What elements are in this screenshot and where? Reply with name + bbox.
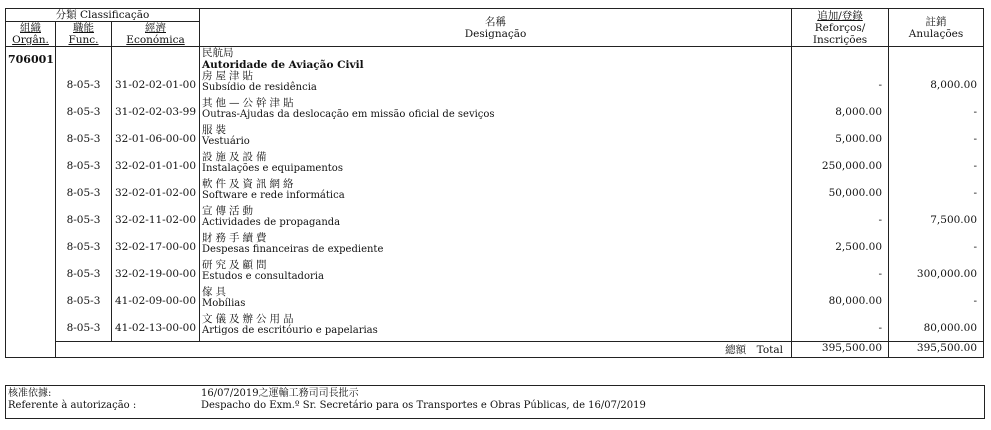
econ-header-pt: Económica [126,34,185,46]
budget-table-container [5,8,983,358]
budget-table [5,8,984,358]
item-name-zh: 研究及顧問 [202,259,270,271]
reforcos-value: 2,500.00 [792,233,889,260]
authorization-footer [5,385,985,419]
anulacoes-value: - [889,287,984,314]
reforcos-header-pt: Reforços/ Inscrições [812,21,868,46]
item-name-pt: Instalações e equipamentos [202,163,343,174]
reforcos-header-zh: 追加/登錄 [817,9,863,22]
item-name-zh: 文儀及辦公用品 [202,313,297,325]
econ-header-zh: 經濟 [145,22,166,34]
table-row [6,206,984,233]
econ-code: 41-02-09-00-00 [112,287,200,314]
func-code: 8-05-3 [56,314,112,342]
func-code: 8-05-3 [56,233,112,260]
anulacoes-value: - [889,179,984,206]
table-row [6,125,984,152]
item-name-zh: 宣傳活動 [202,205,257,217]
authorization-label-pt: Referente à autorização : [8,400,137,411]
organ-code: 706001 [6,47,56,358]
reforcos-value: 8,000.00 [792,98,889,125]
designacao-header-zh: 名稱 [485,15,507,28]
table-row [6,287,984,314]
designacao-header-pt: Designação [464,27,527,40]
econ-header [112,22,200,47]
item-name-zh: 傢具 [202,286,230,298]
item-name-zh: 軟件及資訊網絡 [202,178,297,190]
anulacoes-value: 300,000.00 [889,260,984,287]
organ-header-pt: Orgân. [12,34,49,46]
table-row [6,71,984,98]
func-header-zh: 職能 [73,22,94,34]
total-anulacoes: 395,500.00 [889,342,984,358]
agency-cell [200,47,792,72]
anulacoes-value: - [889,98,984,125]
econ-code: 31-02-02-01-00 [112,71,200,98]
item-name-pt: Artigos de escritóurio e papelarias [202,325,378,336]
reforcos-header [792,9,889,47]
authorization-label-zh: 核准依據: [8,388,52,399]
organ-header [6,22,56,47]
func-code: 8-05-3 [56,98,112,125]
item-name-zh: 房屋津貼 [202,70,257,82]
anulacoes-header-pt: Anulações [908,27,964,40]
item-name-pt: Subsídio de residência [202,82,317,93]
func-code: 8-05-3 [56,71,112,98]
func-code: 8-05-3 [56,125,112,152]
anulacoes-value: - [889,233,984,260]
anulacoes-value: 80,000.00 [889,314,984,342]
item-name-zh: 其他—公幹津貼 [202,97,297,109]
reforcos-value: - [792,260,889,287]
anulacoes-value: 7,500.00 [889,206,984,233]
authorization-value [201,388,646,412]
econ-code: 41-02-13-00-00 [112,314,200,342]
func-code: 8-05-3 [56,152,112,179]
reforcos-value: 50,000.00 [792,179,889,206]
anulacoes-value: - [889,125,984,152]
func-code: 8-05-3 [56,287,112,314]
reforcos-value: - [792,314,889,342]
func-header-pt: Func. [68,34,99,46]
econ-code: 32-02-19-00-00 [112,260,200,287]
agency-name-pt: Autoridade de Aviação Civil [202,59,364,71]
authorization-value-zh: 16/07/2019之運輸工務司司長批示 [201,388,359,399]
table-row [6,152,984,179]
econ-code: 32-02-01-01-00 [112,152,200,179]
econ-code: 32-02-11-02-00 [112,206,200,233]
func-code: 8-05-3 [56,179,112,206]
table-row [6,314,984,342]
anulacoes-header [889,9,984,47]
table-row [6,233,984,260]
econ-code: 31-02-02-03-99 [112,98,200,125]
designacao-header [200,9,792,47]
total-row [6,342,984,358]
agency-name-zh: 民航局 [202,47,234,59]
item-name-pt: Mobílias [202,298,246,309]
item-name-zh: 財務手續費 [202,232,270,244]
reforcos-value: - [792,71,889,98]
table-row [6,98,984,125]
table-row [6,179,984,206]
item-name-pt: Despesas financeiras de expediente [202,244,384,255]
item-name-pt: Outras-Ajudas da deslocação em missão oficial de seviços [202,109,495,120]
item-name-pt: Vestuário [202,136,250,147]
reforcos-value: 250,000.00 [792,152,889,179]
table-row [6,260,984,287]
organ-header-zh: 組織 [20,22,41,34]
total-reforcos: 395,500.00 [792,342,889,358]
reforcos-value: 80,000.00 [792,287,889,314]
anulacoes-value: 8,000.00 [889,71,984,98]
item-name-zh: 設施及設備 [202,151,270,163]
reforcos-value: - [792,206,889,233]
item-name-pt: Estudos e consultadoria [202,271,324,282]
anulacoes-header-zh: 註銷 [925,15,947,28]
total-label: 總額 Total [56,342,792,358]
authorization-value-pt: Despacho do Exm.º Sr. Secretário para os Transportes e Obras Públicas, de 16/07/2019 [201,400,646,411]
econ-code: 32-02-17-00-00 [112,233,200,260]
func-header [56,22,112,47]
reforcos-value: 5,000.00 [792,125,889,152]
econ-code: 32-01-06-00-00 [112,125,200,152]
func-code: 8-05-3 [56,206,112,233]
authorization-label [8,388,136,412]
item-name-pt: Software e rede informática [202,190,345,201]
item-name-zh: 服裝 [202,124,230,136]
classificacao-header: 分類 Classificação [6,9,200,22]
anulacoes-value: - [889,152,984,179]
econ-code: 32-02-01-02-00 [112,179,200,206]
item-name-pt: Actividades de propaganda [202,217,341,228]
func-code: 8-05-3 [56,260,112,287]
